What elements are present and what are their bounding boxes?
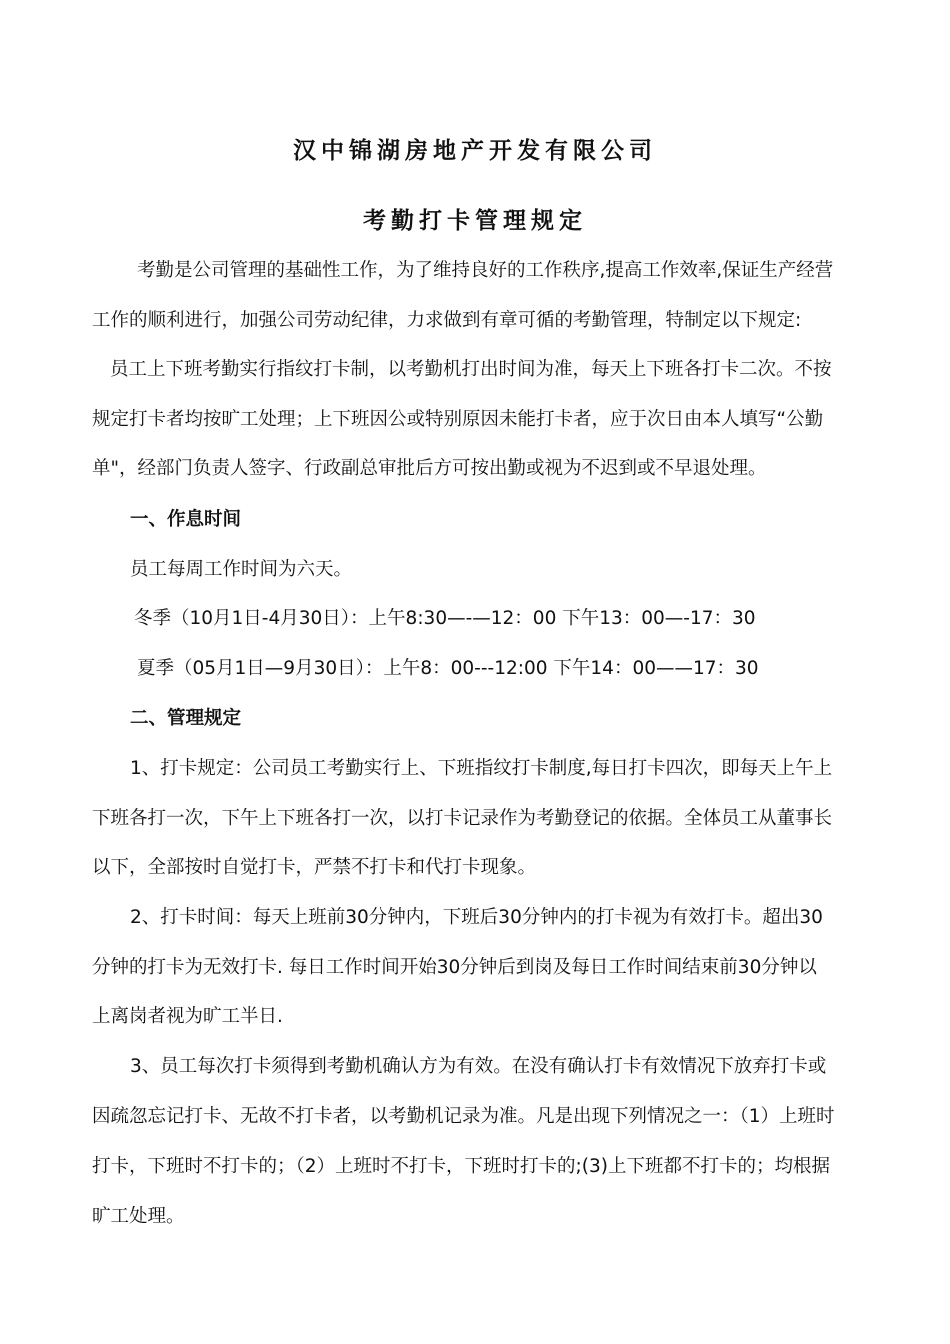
schedule-line-summer: 夏季（05月1日—9月30日）：上午8：00---12:00 下午14：00——17：30 [137, 658, 759, 679]
rule1-line-1: 1、打卡规定：公司员工考勤实行上、下班指纹打卡制度,每日打卡四次，即每天上午上 [130, 758, 833, 779]
general-line-1: 员工上下班考勤实行指纹打卡制，以考勤机打出时间为准，每天上下班各打卡二次。不按 [110, 359, 832, 380]
document-title: 考勤打卡管理规定 [363, 207, 587, 234]
rule3-line-3: 打卡，下班时不打卡的；（2）上班时不打卡，下班时打卡的;(3)上下班都不打卡的；均根据 [92, 1156, 830, 1177]
intro-line-2: 工作的顺利进行，加强公司劳动纪律，力求做到有章可循的考勤管理，特制定以下规定: [92, 310, 802, 331]
rule1-line-2: 下班各打一次，下午上下班各打一次，以打卡记录作为考勤登记的依据。全体员工从董事长 [92, 808, 833, 829]
rule2-line-3: 上离岗者视为旷工半日. [92, 1006, 283, 1027]
section-heading-rules: 二、管理规定 [130, 708, 242, 729]
rule3-line-4: 旷工处理。 [92, 1206, 185, 1227]
rule2-line-1: 2、打卡时间：每天上班前30分钟内，下班后30分钟内的打卡视为有效打卡。超出30 [130, 907, 823, 928]
schedule-line-week: 员工每周工作时间为六天。 [130, 559, 353, 580]
general-line-2: 规定打卡者均按旷工处理；上下班因公或特别原因未能打卡者，应于次日由本人填写“公勤 [92, 409, 824, 430]
rule1-line-3: 以下，全部按时自觉打卡，严禁不打卡和代打卡现象。 [92, 857, 537, 878]
intro-line-1: 考勤是公司管理的基础性工作，为了维持良好的工作秩序,提高工作效率,保证生产经营 [137, 260, 834, 281]
company-title: 汉中锦湖房地产开发有限公司 [293, 137, 657, 164]
rule3-line-1: 3、员工每次打卡须得到考勤机确认方为有效。在没有确认打卡有效情况下放弃打卡或 [130, 1056, 827, 1077]
rule2-line-2: 分钟的打卡为无效打卡. 每日工作时间开始30分钟后到岗及每日工作时间结束前30分钟以 [92, 957, 817, 978]
general-line-3: 单"，经部门负责人签字、行政副总审批后方可按出勤或视为不迟到或不早退处理。 [92, 458, 767, 479]
schedule-line-winter: 冬季（10月1日-4月30日）：上午8:30—-—12：00 下午13：00—-17：30 [134, 608, 756, 629]
section-heading-schedule: 一、作息时间 [130, 509, 242, 530]
rule3-line-2: 因疏忽忘记打卡、无故不打卡者，以考勤机记录为准。凡是出现下列情况之一：（1）上班时 [92, 1106, 835, 1127]
